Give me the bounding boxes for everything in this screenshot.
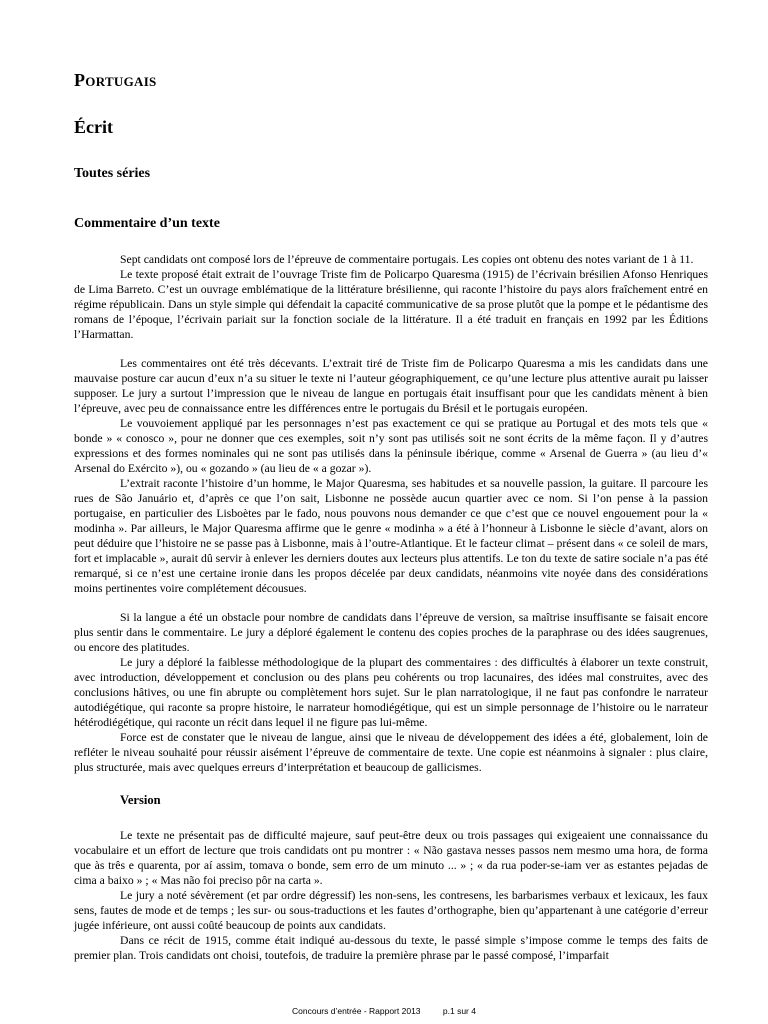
series-heading: Toutes séries <box>74 166 151 181</box>
subsection-title: Écrit <box>74 117 113 137</box>
paragraph: Force est de constater que le niveau de langue, ainsi que le niveau de développement des idées a été, globalement, loin de refléter le niveau souhaité pour réussir aisément l’épreuve de commentaire de texte. Une copie est néanmoins à signaler : plus claire, plus structurée, mais avec quelques erreurs d’interprétation et beaucoup de gallicismes. <box>74 731 708 774</box>
paragraph: Les commentaires ont été très décevants. L’extrait tiré de Triste fim de Policarpo Quaresma a mis les candidats dans une mauvaise posture car aucun d’eux n’a su situer le texte ni l’auteur géographiquement, ce qu’une lecture plus attentive aurait pu laisser supposer. Le jury a surtout l’impression que le niveau de langue en portugais était insuffisant pour que les candidats mènent à bien l’épreuve, avec peu de connaissance entre les différences entre le portugais du Brésil et le portugais européen. <box>74 357 708 415</box>
page-number: p.1 sur 4 <box>442 1006 476 1016</box>
section-title: Portugais <box>74 70 157 90</box>
paragraph: Dans ce récit de 1915, comme était indiqué au-dessous du texte, le passé simple s’impose comme le temps des faits de premier plan. Trois candidats ont choisi, toutefois, de traduire la première phrase par le passé composé, l’imparfait <box>74 934 708 962</box>
comment-heading: Commentaire d’un texte <box>74 216 220 231</box>
paragraph: Le jury a déploré la faiblesse méthodologique de la plupart des commentaires : des difficultés à élaborer un texte construit, avec introduction, développement et conclusion ou des plans peu cohérents ou trop lacunaires, des idées mal construites, avec des conclusions hâtives, ou une fin abrupte ou complètement hors sujet. Sur le plan narratologique, il ne faut pas confondre le narrateur autodiégétique, qui raconte sa propre histoire, le narrateur homodiégétique, qui est un simple personnage de l’histoire ou le narrateur hétérodiégétique, qui raconte un récit dans lequel il ne figure pas lui-même. <box>74 656 708 729</box>
paragraph: Le texte proposé était extrait de l’ouvrage Triste fim de Policarpo Quaresma (1915) de l’écrivain brésilien Afonso Henriques de Lima Barreto. C’est un ouvrage emblématique de la littérature brésilienne, qui raconte l’histoire du pays alors fraîchement entré en régime républicain. Dans un style simple qui défendait la capacité communicative de sa prose plutôt que la pompe et le pédantisme des romans de l’époque, l’écrivain pariait sur la fonction sociale de la littérature. Il a été traduit en français en 1992 par les Éditions l’Harmattan. <box>74 268 708 341</box>
paragraph: L’extrait raconte l’histoire d’un homme, le Major Quaresma, ses habitudes et sa nouvelle passion, la guitare. Il parcoure les rues de São Januário et, d’après ce que l’on sait, Lisbonne ne possède aucun quartier avec ce nom. Si l’on pense à la passion portugaise, en particulier des Lisboètes par le fado, nous pouvons nous demander ce que c’est que ce nouvel engouement pour la « modinha ». Par ailleurs, le Major Quaresma affirme que le genre « modinha » a été à l’honneur à Lisbonne le siècle d’avant, alors on peut déduire que l’histoire ne se passe pas à Lisbonne, mais à l’outre-Atlantique. Et le facteur climat – présent dans « ce soleil de mars, fort et implacable », aurait dû servir à enlever les derniers doutes aux lecteurs plus attentifs. Le ton du texte de satire sociale n’a pas été remarqué, si ce n’est une certaine ironie dans les propos décelée par deux candidats, néanmoins vite noyée dans des considérations moins pertinentes voire complétement décousues. <box>74 477 708 595</box>
paragraph: Le jury a noté sévèrement (et par ordre dégressif) les non-sens, les contresens, les barbarismes verbaux et lexicaux, les faux sens, fautes de mode et de temps ; les sur- ou sous-traductions et les fautes d’orthographe, bien qu’appartenant à une catégorie d’erreur jugée inférieure, ont aussi coûté beaucoup de points aux candidats. <box>74 889 708 932</box>
paragraph: Le texte ne présentait pas de difficulté majeure, sauf peut-être deux ou trois passages qui exigeaient une connaissance du vocabulaire et un effort de lecture que trois candidats ont pu montrer : « Não gastava nesses passos nem mesmo uma hora, de forma que às três e quarenta, por aí assim, tomava o bonde, sem erro de um minuto ... » ; « da rua poder-se-iam ver as estantes pejadas de cima a baixo » ; « Mas não foi preciso pôr na carta ». <box>74 829 708 887</box>
report-body <box>74 70 708 963</box>
paragraph: Si la langue a été un obstacle pour nombre de candidats dans l’épreuve de version, sa maîtrise insuffisante se faisait encore plus sentir dans le commentaire. Le jury a déploré également le contenu des copies proches de la paraphrase ou des idées saugrenues, ou encore des platitudes. <box>74 611 708 654</box>
paragraph: Sept candidats ont composé lors de l’épreuve de commentaire portugais. Les copies ont obtenu des notes variant de 1 à 11. <box>120 253 694 266</box>
paragraph: Le vouvoiement appliqué par les personnages n’est pas exactement ce qui se pratique au Portugal et des mots tels que « bonde » « conosco », pour ne donner que ces exemples, soit n’y sont pas utilisés soit ne sont écrits de la même façon. Il y d’autres expressions et des formes nominales qui ne sont pas utilisés dans la péninsule ibérique, comme « Arsenal de Guerra » (au lieu d’« Arsenal do Exército »), ou « gozando » (au lieu de « a gozar »). <box>74 417 708 475</box>
page-footer <box>0 1006 768 1016</box>
version-heading: Version <box>120 793 161 807</box>
footer-source: Concours d’entrée - Rapport 2013 <box>292 1006 421 1016</box>
